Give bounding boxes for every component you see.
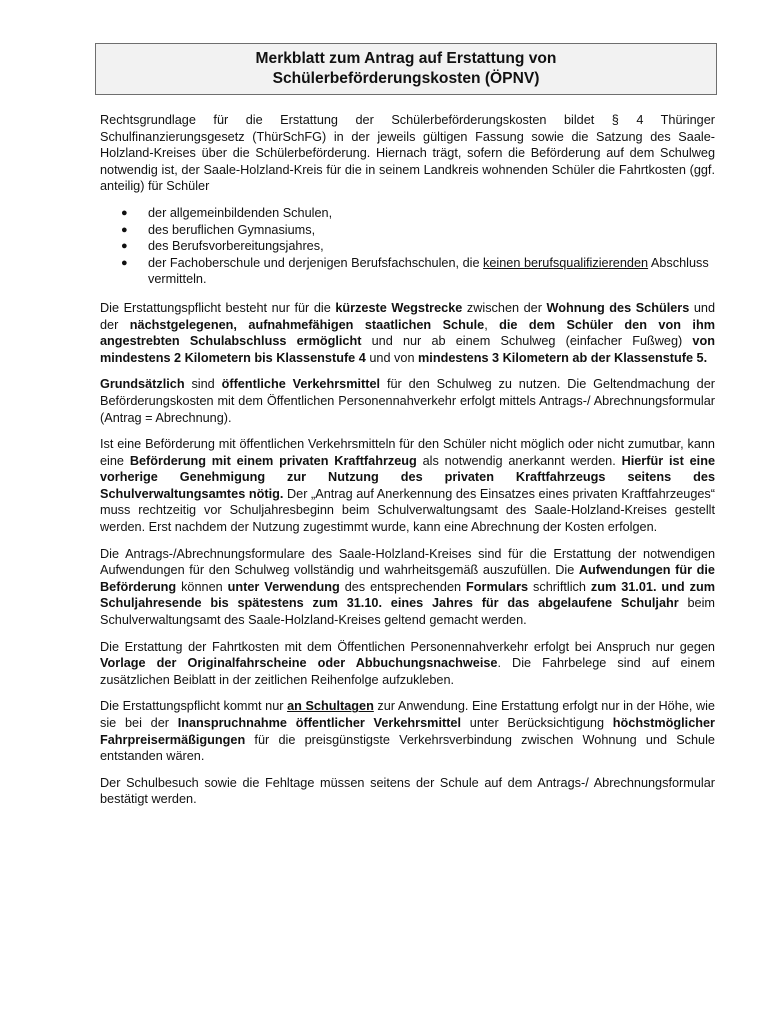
- paragraph-forms-deadlines: Die Antrags-/Abrechnungsformulare des Saale-Holzland-Kreises sind für die Erstattung der notwendigen Aufwendungen für den Schulweg vollständig und wahrheitsgemäß auszufüllen. Die Aufwendungen für die Beförderung können unter Verwendung des entsprechenden Formulars schriftlich zum 31.01. und zum Schuljahresende bis spätestens zum 31.10. eines Jahres für das abgelaufene Schuljahr beim Schulverwaltungsamt des Saale-Holzland-Kreises geltend gemacht werden.: [100, 546, 715, 628]
- list-item: ● des beruflichen Gymnasiums,: [121, 222, 316, 237]
- title-box: [95, 43, 717, 95]
- intro-paragraph: Rechtsgrundlage für die Erstattung der Schülerbeförderungskosten bildet § 4 Thüringer Schulfinanzierungsgesetz (ThürSchFG) in der jeweils gültigen Fassung sowie die Satzung des Saale-Holzland-Kreises über die Schülerbeförderung. Hiernach trägt, sofern die Beförderung auf dem Schulweg notwendig ist, der Saale-Holzland-Kreis für die in seinem Landkreis wohnenden Schüler die Fahrtkosten (ggf. anteilig) für Schüler: [100, 113, 715, 194]
- bullet-dot-icon: ●: [121, 223, 128, 236]
- paragraph-tickets: Die Erstattung der Fahrtkosten mit dem Öffentlichen Personennahverkehr erfolgt bei Anspruch nur gegen Vorlage der Originalfahrscheine oder Abbuchungsnachweise. Die Fahrbelege sind auf einem zusätzlichen Beiblatt in der zeitlichen Reihenfolge aufzukleben.: [100, 639, 715, 687]
- school-type-list: [100, 205, 715, 288]
- paragraph-private-vehicle: Ist eine Beförderung mit öffentlichen Verkehrsmitteln für den Schüler nicht möglich oder nicht zumutbar, kann eine Beförderung mit einem privaten Kraftfahrzeug als notwendig anerkannt werden. Hierfür ist eine vorherige Genehmigung zur Nutzung des privaten Kraftfahrzeugs seitens des Schulverwaltungsamtes nötig. Der „Antrag auf Anerkennung des Einsatzes eines privaten Kraftfahrzeuges“ muss rechtzeitig vor Schuljahresbeginn beim Schulverwaltungsamt des Saale-Holzland-Kreises gestellt werden. Erst nachdem der Nutzung zugestimmt wurde, kann eine Abrechnung der Kosten erfolgen.: [100, 437, 716, 535]
- bullet-dot-icon: ●: [121, 256, 128, 269]
- title-line-1: Merkblatt zum Antrag auf Erstattung von: [255, 50, 557, 67]
- paragraph-public-transport: Grundsätzlich sind öffentliche Verkehrsmittel für den Schulweg zu nutzen. Die Geltendmachung der Beförderungskosten mit dem Öffentlichen Personennahverkehr erfolgt mittels Antrags-/ Abrechnungsformular (Antrag = Abrechnung).: [100, 377, 716, 425]
- list-item: ● des Berufsvorbereitungsjahres,: [121, 239, 324, 254]
- title-line-2: Schülerbeförderungskosten (ÖPNV): [272, 70, 540, 87]
- paragraph-distance: Die Erstattungspflicht besteht nur für die kürzeste Wegstrecke zwischen der Wohnung des Schülers und der nächstgelegenen, aufnahmefähigen staatlichen Schule, die dem Schüler den von ihm angestrebten Schulabschluss ermöglicht und nur ab einem Schulweg (einfacher Fußweg) von mindestens 2 Kilometern bis Klassenstufe 4 und von mindestens 3 Kilometern ab der Klassenstufe 5.: [100, 300, 716, 365]
- bullet-dot-icon: ●: [121, 240, 128, 253]
- document-body: [100, 112, 715, 818]
- paragraph-attendance: Der Schulbesuch sowie die Fehltage müssen seitens der Schule auf dem Antrags-/ Abrechnungsformular bestätigt werden.: [100, 775, 715, 807]
- list-item: ● der allgemeinbildenden Schulen,: [121, 205, 333, 220]
- bullet-dot-icon: ●: [121, 206, 128, 219]
- paragraph-school-days: Die Erstattungspflicht kommt nur an Schultagen zur Anwendung. Eine Erstattung erfolgt nur in der Höhe, wie sie bei der Inanspruchnahme öffentlicher Verkehrsmittel unter Berücksichtigung höchstmöglicher Fahrpreisermäßigungen für die preisgünstigste Verkehrsverbindung zwischen Wohnung und Schule entstanden wären.: [100, 699, 715, 764]
- list-item: ● der Fachoberschule und derjenigen Berufsfachschulen, die keinen berufsqualifizierenden Abschluss vermitteln.: [121, 255, 709, 287]
- underlined-term: keinen berufsqualifizierenden: [483, 255, 649, 270]
